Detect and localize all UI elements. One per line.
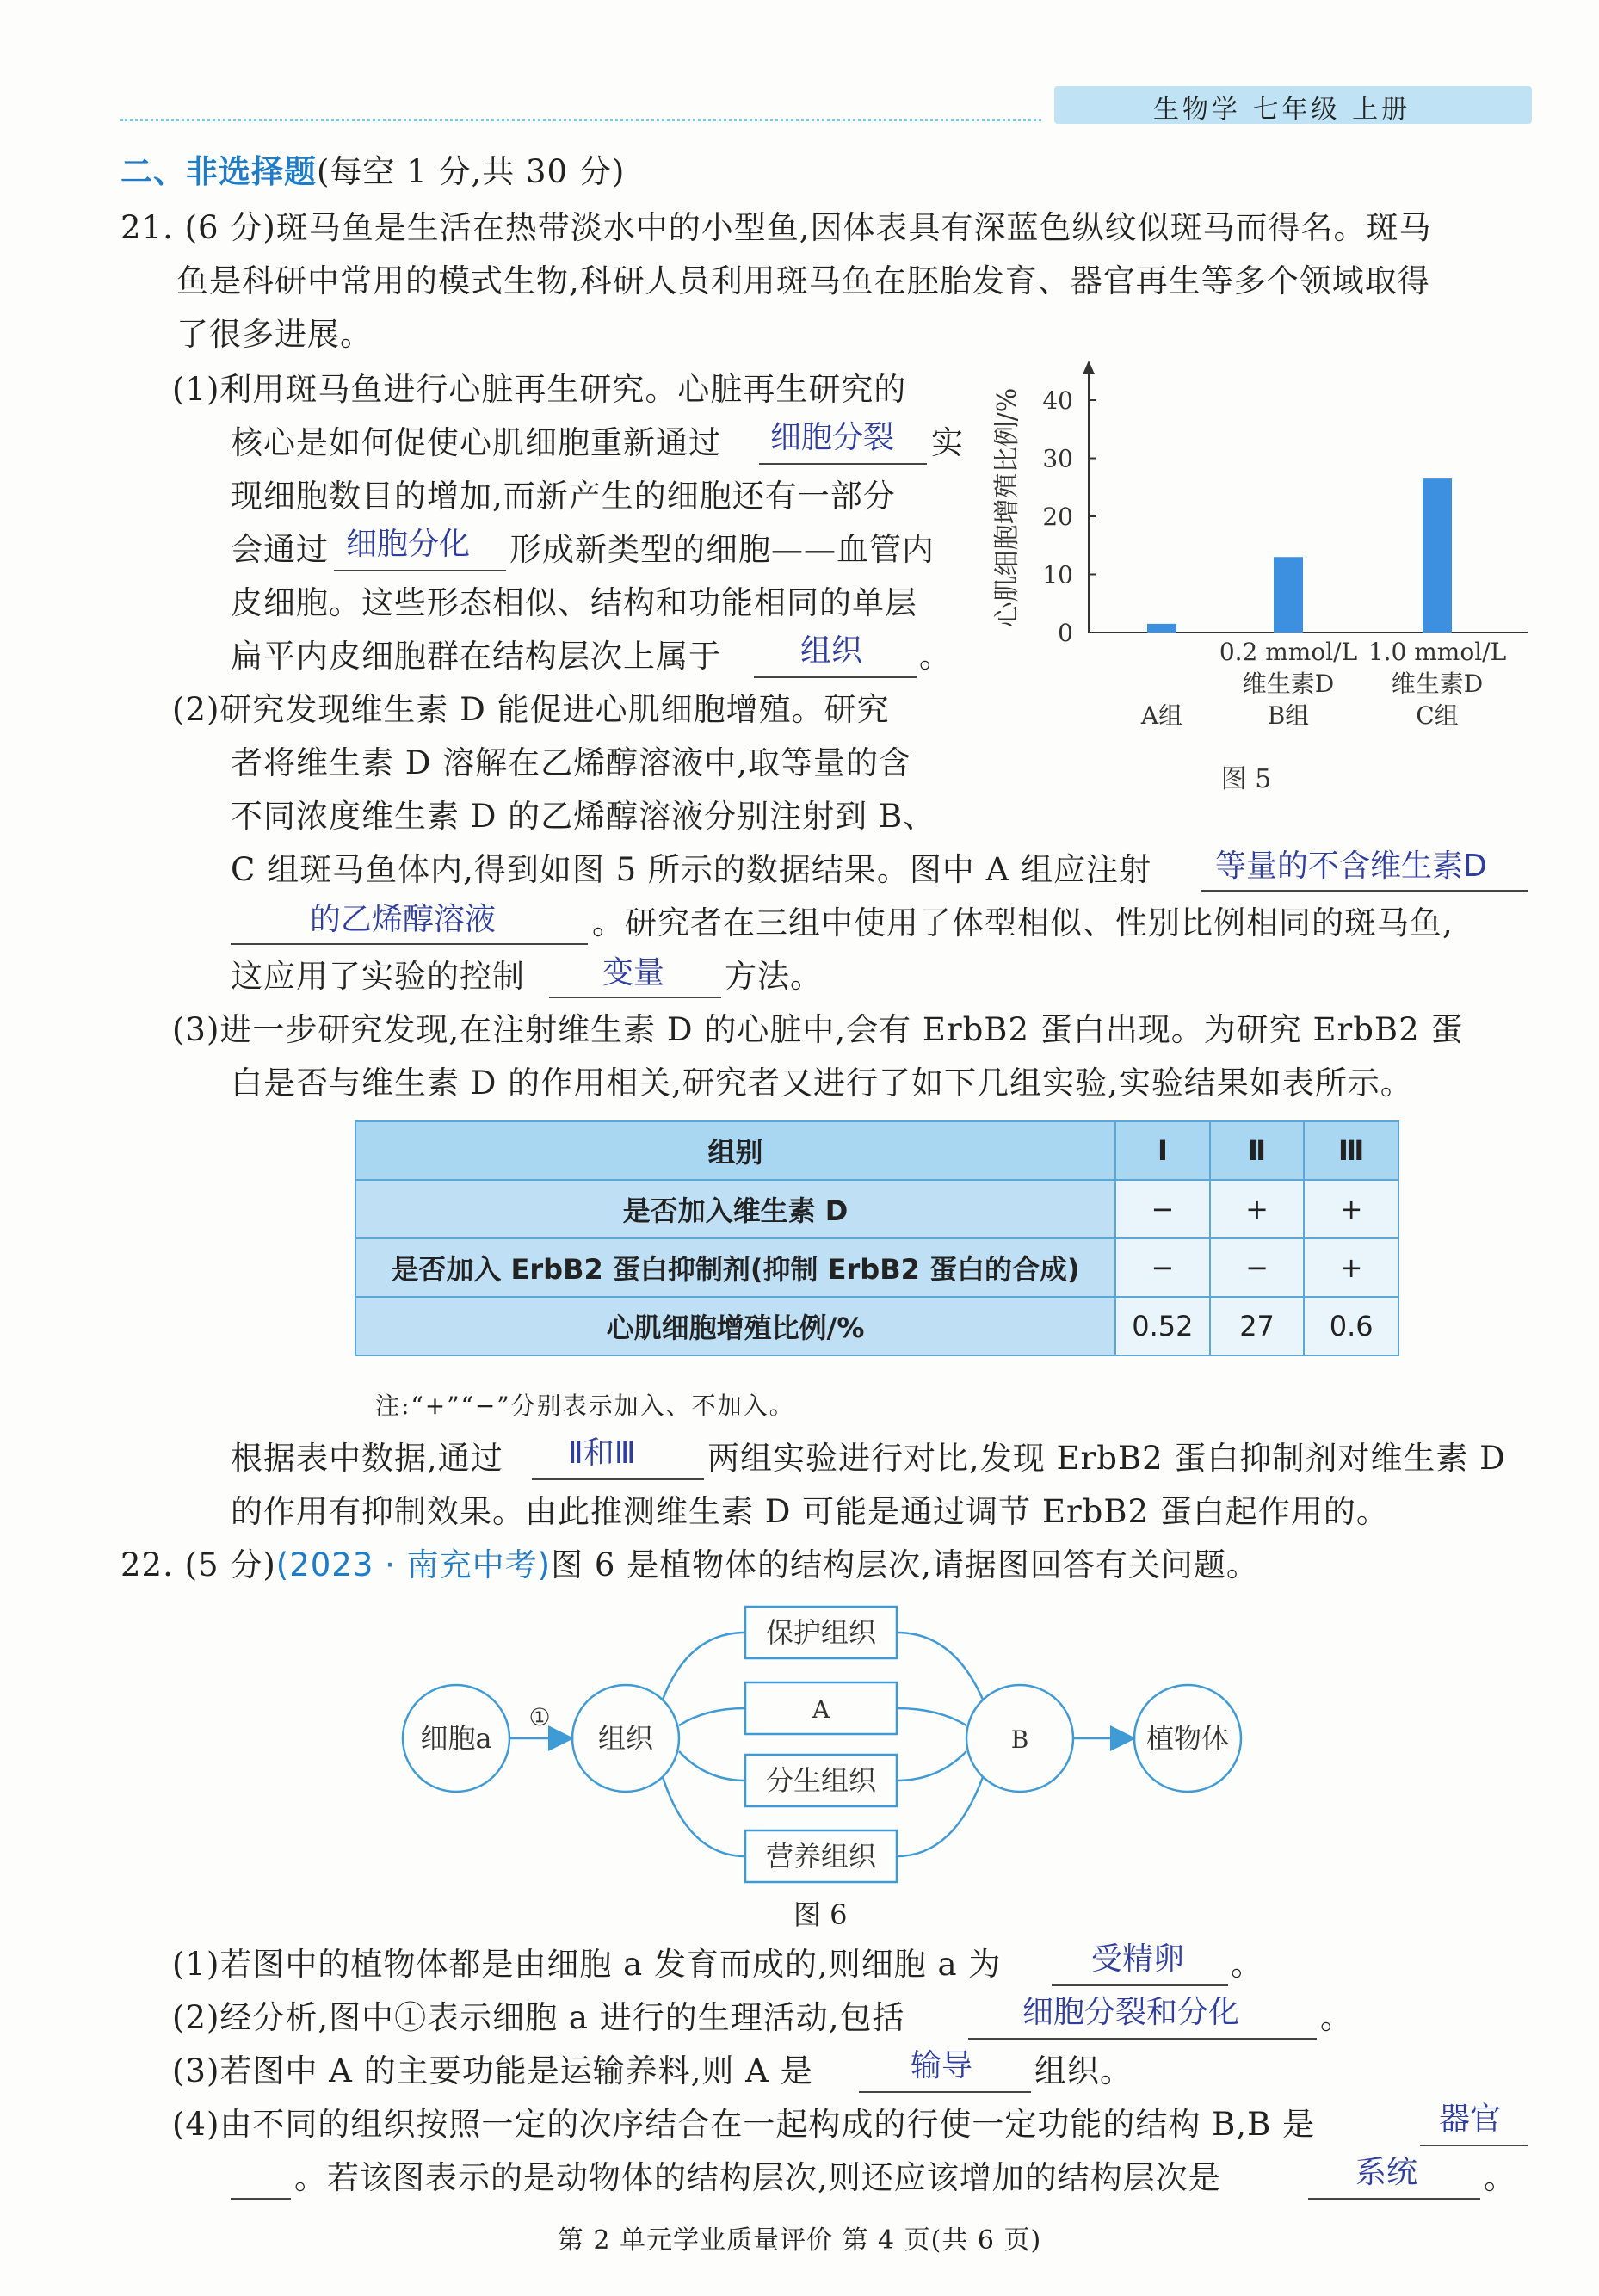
q21-p3-tail-2: 的作用有抑制效果。由此推测维生素 D 可能是通过调节 ErbB2 蛋白起作用的。	[231, 1493, 1389, 1530]
q22-number: 22. (5 分)	[120, 1546, 276, 1583]
q21-intro-line-2: 鱼是科研中常用的模式生物,科研人员利用斑马鱼在胚胎发育、器官再生等多个领域取得	[176, 262, 1430, 299]
cell-a-label: 细胞a	[420, 1722, 492, 1755]
table-cell: −	[1210, 1238, 1305, 1297]
table-note: 注:“+”“−”分别表示加入、不加入。	[375, 1392, 795, 1420]
table-header-cell: Ⅱ	[1210, 1121, 1305, 1180]
table-cell: +	[1210, 1180, 1305, 1238]
category-label: 维生素D	[1391, 670, 1484, 698]
q21-p3-line-2: 白是否与维生素 D 的作用相关,研究者又进行了如下几组实验,实验结果如表所示。	[231, 1065, 1413, 1102]
table-cell: −	[1115, 1238, 1210, 1297]
table-row	[355, 1297, 1398, 1355]
header-title: 生物学 七年级 上册	[1153, 95, 1411, 125]
q21-p2-line-5: 。研究者在三组中使用了体型相似、性别比例相同的斑马鱼,	[592, 904, 1454, 941]
category-label: B组	[1267, 701, 1310, 730]
y-axis-label: 心肌细胞增殖比例/%	[992, 387, 1022, 628]
branch-label-1: 保护组织	[765, 1616, 877, 1649]
q22-item-2: (2)经分析,图中①表示细胞 a 进行的生理活动,包括	[172, 1999, 905, 2036]
table-cell: +	[1304, 1180, 1398, 1238]
section-title: 二、非选择题	[120, 153, 317, 190]
header-dotted-rule	[120, 119, 1041, 121]
blank-10b	[231, 2198, 291, 2200]
blank-11	[1308, 2198, 1480, 2200]
q21-p3-tail-1b: 两组实验进行对比,发现 ErbB2 蛋白抑制剂对维生素 D	[707, 1440, 1506, 1477]
answer-7: 受精卵	[1091, 1941, 1185, 1977]
q22-citation: (2023 · 南充中考)	[275, 1546, 552, 1583]
figure-6-caption: 图 6	[793, 1898, 848, 1931]
answer-11: 系统	[1355, 2155, 1418, 2190]
y-tick-label: 40	[1042, 386, 1073, 415]
q22-title	[120, 1544, 1259, 1587]
category-label: 1.0 mmol/L	[1367, 638, 1507, 666]
q21-p3-line-1: (3)进一步研究发现,在注射维生素 D 的心脏中,会有 ErbB2 蛋白出现。为研究 ErbB2 蛋	[172, 1011, 1464, 1048]
blank-2	[334, 570, 506, 571]
q22-item-3: (3)若图中 A 的主要功能是运输养料,则 A 是	[172, 2052, 813, 2089]
q21-p1-line-4: 会通过	[231, 531, 329, 568]
answer-8: 细胞分裂和分化	[1022, 1995, 1240, 2030]
y-tick-label: 10	[1042, 560, 1073, 589]
answer-4: 等量的不含维生素D	[1215, 849, 1487, 884]
table-cell: 是否加入 ErbB2 蛋白抑制剂(抑制 ErbB2 蛋白的合成)	[355, 1238, 1115, 1297]
y-axis-arrow	[1083, 361, 1095, 374]
category-label: 维生素D	[1242, 670, 1335, 698]
connector-7	[897, 1751, 966, 1781]
answer-6: Ⅱ和Ⅲ	[568, 1435, 636, 1471]
bar	[1423, 478, 1452, 633]
q22-prompt: 图 6 是植物体的结构层次,请据图回答有关问题。	[551, 1546, 1259, 1583]
y-tick-label: 30	[1042, 444, 1073, 473]
connector-8	[897, 1777, 983, 1856]
q21-p3-tail-1: 根据表中数据,通过	[231, 1440, 503, 1477]
connector-6	[897, 1708, 966, 1725]
connector-1	[663, 1633, 745, 1700]
table-cell: 是否加入维生素 D	[355, 1180, 1115, 1238]
q22-item-2-end: 。	[1320, 1999, 1353, 2036]
section-heading	[120, 151, 625, 194]
table-cell: +	[1304, 1238, 1398, 1297]
table-cell: 心肌细胞增殖比例/%	[355, 1297, 1115, 1355]
answer-5: 变量	[602, 955, 665, 991]
q21-intro-line-1: 21. (6 分)斑马鱼是生活在热带淡水中的小型鱼,因体表具有深蓝色纵纹似斑马而得名。斑马	[120, 209, 1432, 246]
q22-item-1-end: 。	[1231, 1946, 1263, 1983]
q22-item-1: (1)若图中的植物体都是由细胞 a 发育而成的,则细胞 a 为	[172, 1946, 1002, 1983]
q21-p2-line-4: C 组斑马鱼体内,得到如图 5 所示的数据结果。图中 A 组应注射	[231, 851, 1152, 888]
answer-3: 组织	[800, 633, 863, 669]
category-label: C组	[1416, 701, 1459, 730]
y-tick-label: 20	[1042, 503, 1073, 531]
q22-item-4: (4)由不同的组织按照一定的次序结合在一起构成的行使一定功能的结构 B,B 是	[172, 2106, 1316, 2143]
table-header-cell: Ⅲ	[1304, 1121, 1398, 1180]
experiment-table	[355, 1120, 1399, 1356]
tissue-label: 组织	[597, 1722, 654, 1755]
table-cell: 0.52	[1115, 1297, 1210, 1355]
q21-p1-line-2b: 实	[931, 424, 964, 461]
q21-p1-line-4b: 形成新类型的细胞——血管内	[509, 531, 935, 568]
blank-1	[759, 463, 927, 465]
table-cell: 0.6	[1304, 1297, 1398, 1355]
q21-intro-line-3: 了很多进展。	[176, 316, 373, 353]
table-header-cell: 组别	[355, 1121, 1115, 1180]
blank-7	[1052, 1984, 1228, 1986]
connector-5	[897, 1633, 983, 1700]
q21-p1-line-1: (1)利用斑马鱼进行心脏再生研究。心脏再生研究的	[172, 371, 907, 408]
blank-4	[1201, 890, 1528, 892]
step-label: ①	[528, 1703, 551, 1731]
q21-p2-line-6b: 方法。	[725, 958, 823, 995]
table-row	[355, 1238, 1398, 1297]
table-cell: −	[1115, 1180, 1210, 1238]
answer-9: 输导	[911, 2048, 973, 2083]
q21-p2-line-6: 这应用了实验的控制	[231, 958, 525, 995]
blank-10	[1420, 2145, 1528, 2146]
blank-6	[532, 1478, 704, 1480]
figure-5-bar-chart	[990, 357, 1540, 805]
branch-label-2: A	[812, 1695, 830, 1724]
q22-item-5-end: 。	[1484, 2159, 1516, 2196]
q21-p1-line-6: 扁平内皮细胞群在结构层次上属于	[231, 638, 721, 675]
q21-p1-line-2: 核心是如何促使心肌细胞重新通过	[231, 424, 721, 461]
bar	[1147, 624, 1176, 633]
answer-2: 细胞分化	[346, 527, 471, 562]
answer-10: 器官	[1439, 2102, 1502, 2137]
blank-3	[754, 676, 917, 678]
blank-8	[968, 2038, 1317, 2040]
blank-4b	[231, 943, 588, 945]
branch-label-4: 营养组织	[765, 1840, 877, 1873]
y-tick-label: 0	[1058, 619, 1073, 647]
category-label: A组	[1140, 701, 1183, 730]
table-header-row	[355, 1121, 1398, 1180]
blank-9	[859, 2091, 1031, 2093]
organ-b-label: B	[1010, 1725, 1029, 1754]
q21-p1-line-3: 现细胞数目的增加,而新产生的细胞还有一部分	[231, 478, 896, 515]
page-footer: 第 2 单元学业质量评价 第 4 页(共 6 页)	[557, 2225, 1042, 2256]
category-label: 0.2 mmol/L	[1219, 638, 1358, 666]
table-row	[355, 1180, 1398, 1238]
bar	[1274, 557, 1303, 633]
connector-4	[663, 1777, 745, 1856]
figure-6-diagram	[379, 1596, 1291, 1923]
q21-p1-line-5: 皮细胞。这些形态相似、结构和功能相同的单层	[231, 584, 917, 621]
q22-item-3-end: 组织。	[1034, 2052, 1133, 2089]
answer-4b: 的乙烯醇溶液	[310, 902, 497, 937]
q21-p1-line-6b: 。	[919, 638, 952, 675]
table-cell: 27	[1210, 1297, 1305, 1355]
connector-2	[679, 1708, 745, 1725]
q21-p2-line-1: (2)研究发现维生素 D 能促进心肌细胞增殖。研究	[172, 691, 890, 728]
q22-item-5: 。若该图表示的是动物体的结构层次,则还应该增加的结构层次是	[294, 2159, 1221, 2196]
chart-caption: 图 5	[1220, 764, 1272, 794]
connector-3	[679, 1751, 745, 1781]
table-header-cell: Ⅰ	[1115, 1121, 1210, 1180]
section-note: (每空 1 分,共 30 分)	[317, 153, 626, 190]
q21-p2-line-3: 不同浓度维生素 D 的乙烯醇溶液分别注射到 B、	[231, 798, 936, 835]
answer-1: 细胞分裂	[770, 420, 895, 455]
blank-5	[549, 997, 721, 998]
plant-label: 植物体	[1145, 1722, 1230, 1755]
q21-p2-line-2: 者将维生素 D 溶解在乙烯醇溶液中,取等量的含	[231, 744, 911, 781]
branch-label-3: 分生组织	[765, 1764, 877, 1797]
